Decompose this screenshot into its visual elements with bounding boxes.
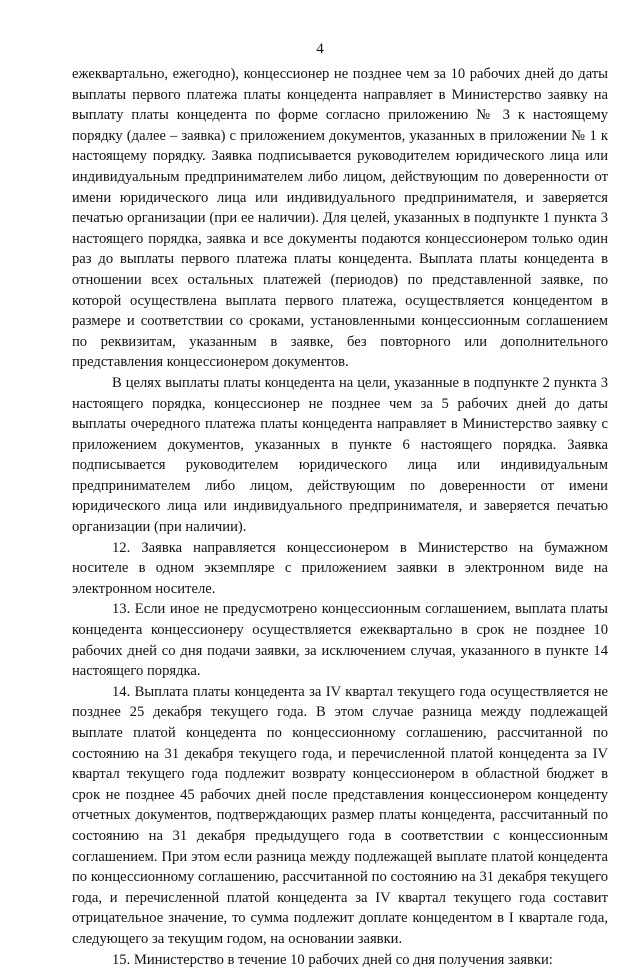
paragraph-continuation: ежеквартально, ежегодно), концессионер не позднее чем за 10 рабочих дней до даты выплаты первого платежа платы концедента направляет в Министерство заявку на выплату платы концедента по форме согласно приложению № 3 к настоящему порядку (далее – заявка) с приложением документов, указанных в приложении № 1 к настоящему порядку. Заявка подписывается руководителем юридического лица или индивидуальным предпринимателем либо лицом, действующим по доверенности от имени юридического лица или индивидуального предпринимателя, и заверяется печатью организации (при ее наличии). Для целей, указанных в подпункте 1 пункта 3 настоящего порядка, заявка и все документы подаются концессионером только один раз до выплаты первого платежа платы концедента. Выплата платы концедента в отношении всех остальных платежей (периодов) по представленной заявке, по которой осуществлена выплата первого платежа, осуществляется концедентом в размере и соответствии со сроками, установленными концессионным соглашением по реквизитам, указанным в заявке, без повторного или дополнительного представления концессионером документов. <box>72 66 608 371</box>
page-number: 4 <box>316 41 324 57</box>
paragraph-item-14: 14. Выплата платы концедента за IV квартал текущего года осуществляется не позднее 25 декабря текущего года. В этом случае разница между подлежащей выплате платой концедента по концессионному соглашению, рассчитанной по состоянию на 31 декабря текущего года, и перечисленной платой концедента за IV квартал текущего года подлежит возврату концессионером в областной бюджет в срок не позднее 45 рабочих дней после представления концессионером концеденту отчетных документов, подтверждающих размер платы концедента, рассчитанный по состоянию на 31 декабря предыдущего года в соответствии с концессионным соглашением. При этом если разница между подлежащей выплате платой концедента по концессионному соглашению, рассчитанной по состоянию на 31 декабря текущего года, и перечисленной платой концедента за IV квартал текущего года составит отрицательное значение, то сумма подлежит доплате концедентом в I квартале года, следующего за текущим годом, на основании заявки. <box>72 683 608 947</box>
paragraph-item-12: 12. Заявка направляется концессионером в Министерство на бумажном носителе в одном экземпляре с приложением заявки в электронном виде на электронном носителе. <box>72 539 608 597</box>
paragraph-item-15: 15. Министерство в течение 10 рабочих дней со дня получения заявки: <box>112 951 553 968</box>
paragraph-payment-purpose-2: В целях выплаты платы концедента на цели, указанные в подпункте 2 пункта 3 настоящего порядка, концессионер не позднее чем за 5 рабочих дней до даты выплаты очередного платежа платы концедента направляет в Министерство заявку с приложением документов, указанных в пункте 6 настоящего порядка. Заявка подписывается руководителем юридического лица или индивидуальным предпринимателем либо лицом, действующим по доверенности от имени юридического лица или индивидуального предпринимателя, и заверяется печатью организации (при наличии). <box>72 374 608 536</box>
document-body <box>72 64 608 970</box>
paragraph-item-13: 13. Если иное не предусмотрено концессионным соглашением, выплата платы концедента концессионеру осуществляется ежеквартально в срок не позднее 10 рабочих дней со дня подачи заявки, за исключением случая, указанного в пункте 14 настоящего порядка. <box>72 601 608 680</box>
